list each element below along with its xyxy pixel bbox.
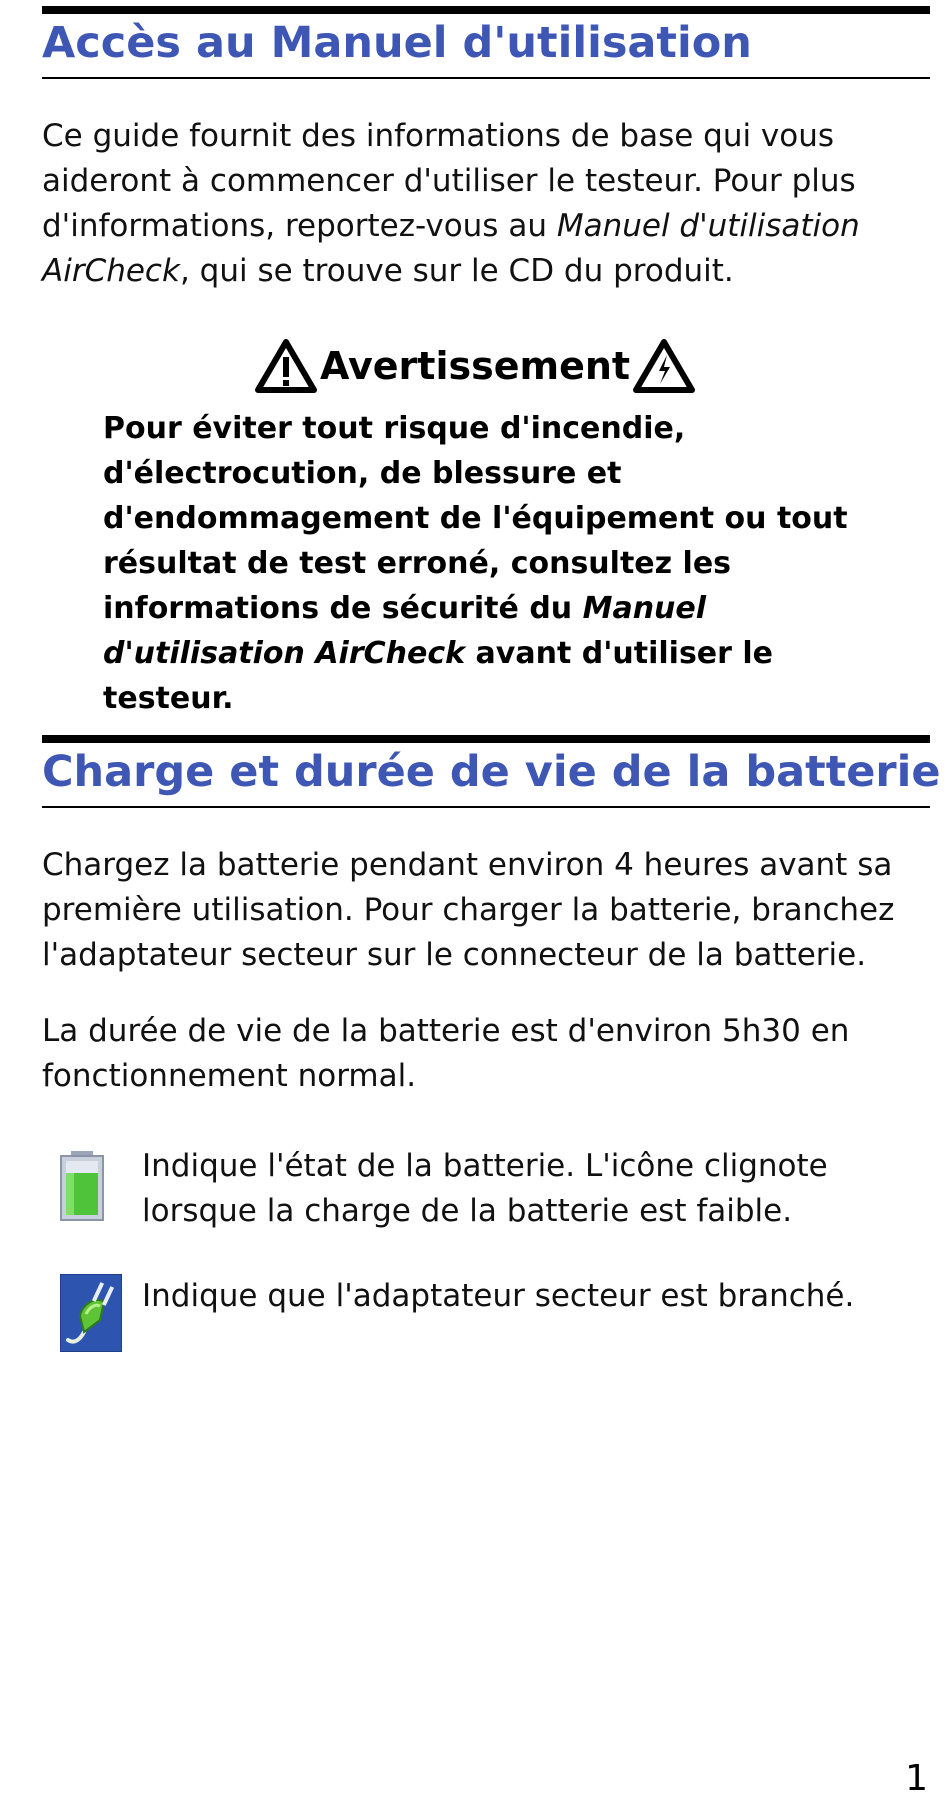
warning-text-part2: avant d'utiliser le testeur.	[103, 636, 774, 716]
warning-text-part1: Pour éviter tout risque d'incendie, d'électrocution, de blessure et d'endommagement de l'équipement ou tout résultat de test erroné, consultez les informations de sécurité du	[103, 411, 848, 626]
adapter-description: Indique que l'adaptateur secteur est branché.	[142, 1278, 855, 1314]
intro-text-part1: Ce guide fournit des informations de base qui vous aideront à commencer d'utiliser le testeur. Pour plus d'informations, reportez-vous au	[42, 118, 856, 244]
warning-text	[103, 406, 903, 721]
warning-manual-name: Manuel d'utilisation AirCheck	[103, 591, 707, 671]
intro-text-part2: , qui se trouve sur le CD du produit.	[179, 253, 734, 289]
battery-status-description: Indique l'état de la batterie. L'icône clignote lorsque la charge de la batterie est faible.	[142, 1148, 828, 1229]
battery-status-icon	[60, 1151, 104, 1221]
battery-paragraph-2: La durée de vie de la batterie est d'environ 5h30 en fonctionnement normal.	[42, 1013, 850, 1094]
warning-triangle-icon	[254, 338, 318, 394]
section1-underline	[42, 77, 930, 79]
section1-title: Accès au Manuel d'utilisation	[42, 18, 752, 68]
electrical-hazard-triangle-icon	[632, 338, 696, 394]
section1-top-rule	[42, 6, 930, 14]
intro-manual-name: Manuel d'utilisation AirCheck	[42, 208, 860, 289]
page-number: 1	[905, 1758, 928, 1799]
warning-heading	[0, 338, 950, 394]
battery-paragraph-1: Chargez la batterie pendant environ 4 heures avant sa première utilisation. Pour charger la batterie, branchez l'adaptateur secteur sur le connecteur de la batterie.	[42, 847, 895, 973]
section2-underline	[42, 806, 930, 808]
ac-adapter-plug-icon	[60, 1274, 122, 1352]
intro-paragraph	[42, 114, 932, 294]
section2-title: Charge et durée de vie de la batterie	[42, 747, 941, 797]
warning-title: Avertissement	[319, 344, 631, 388]
section2-top-rule	[42, 735, 930, 743]
